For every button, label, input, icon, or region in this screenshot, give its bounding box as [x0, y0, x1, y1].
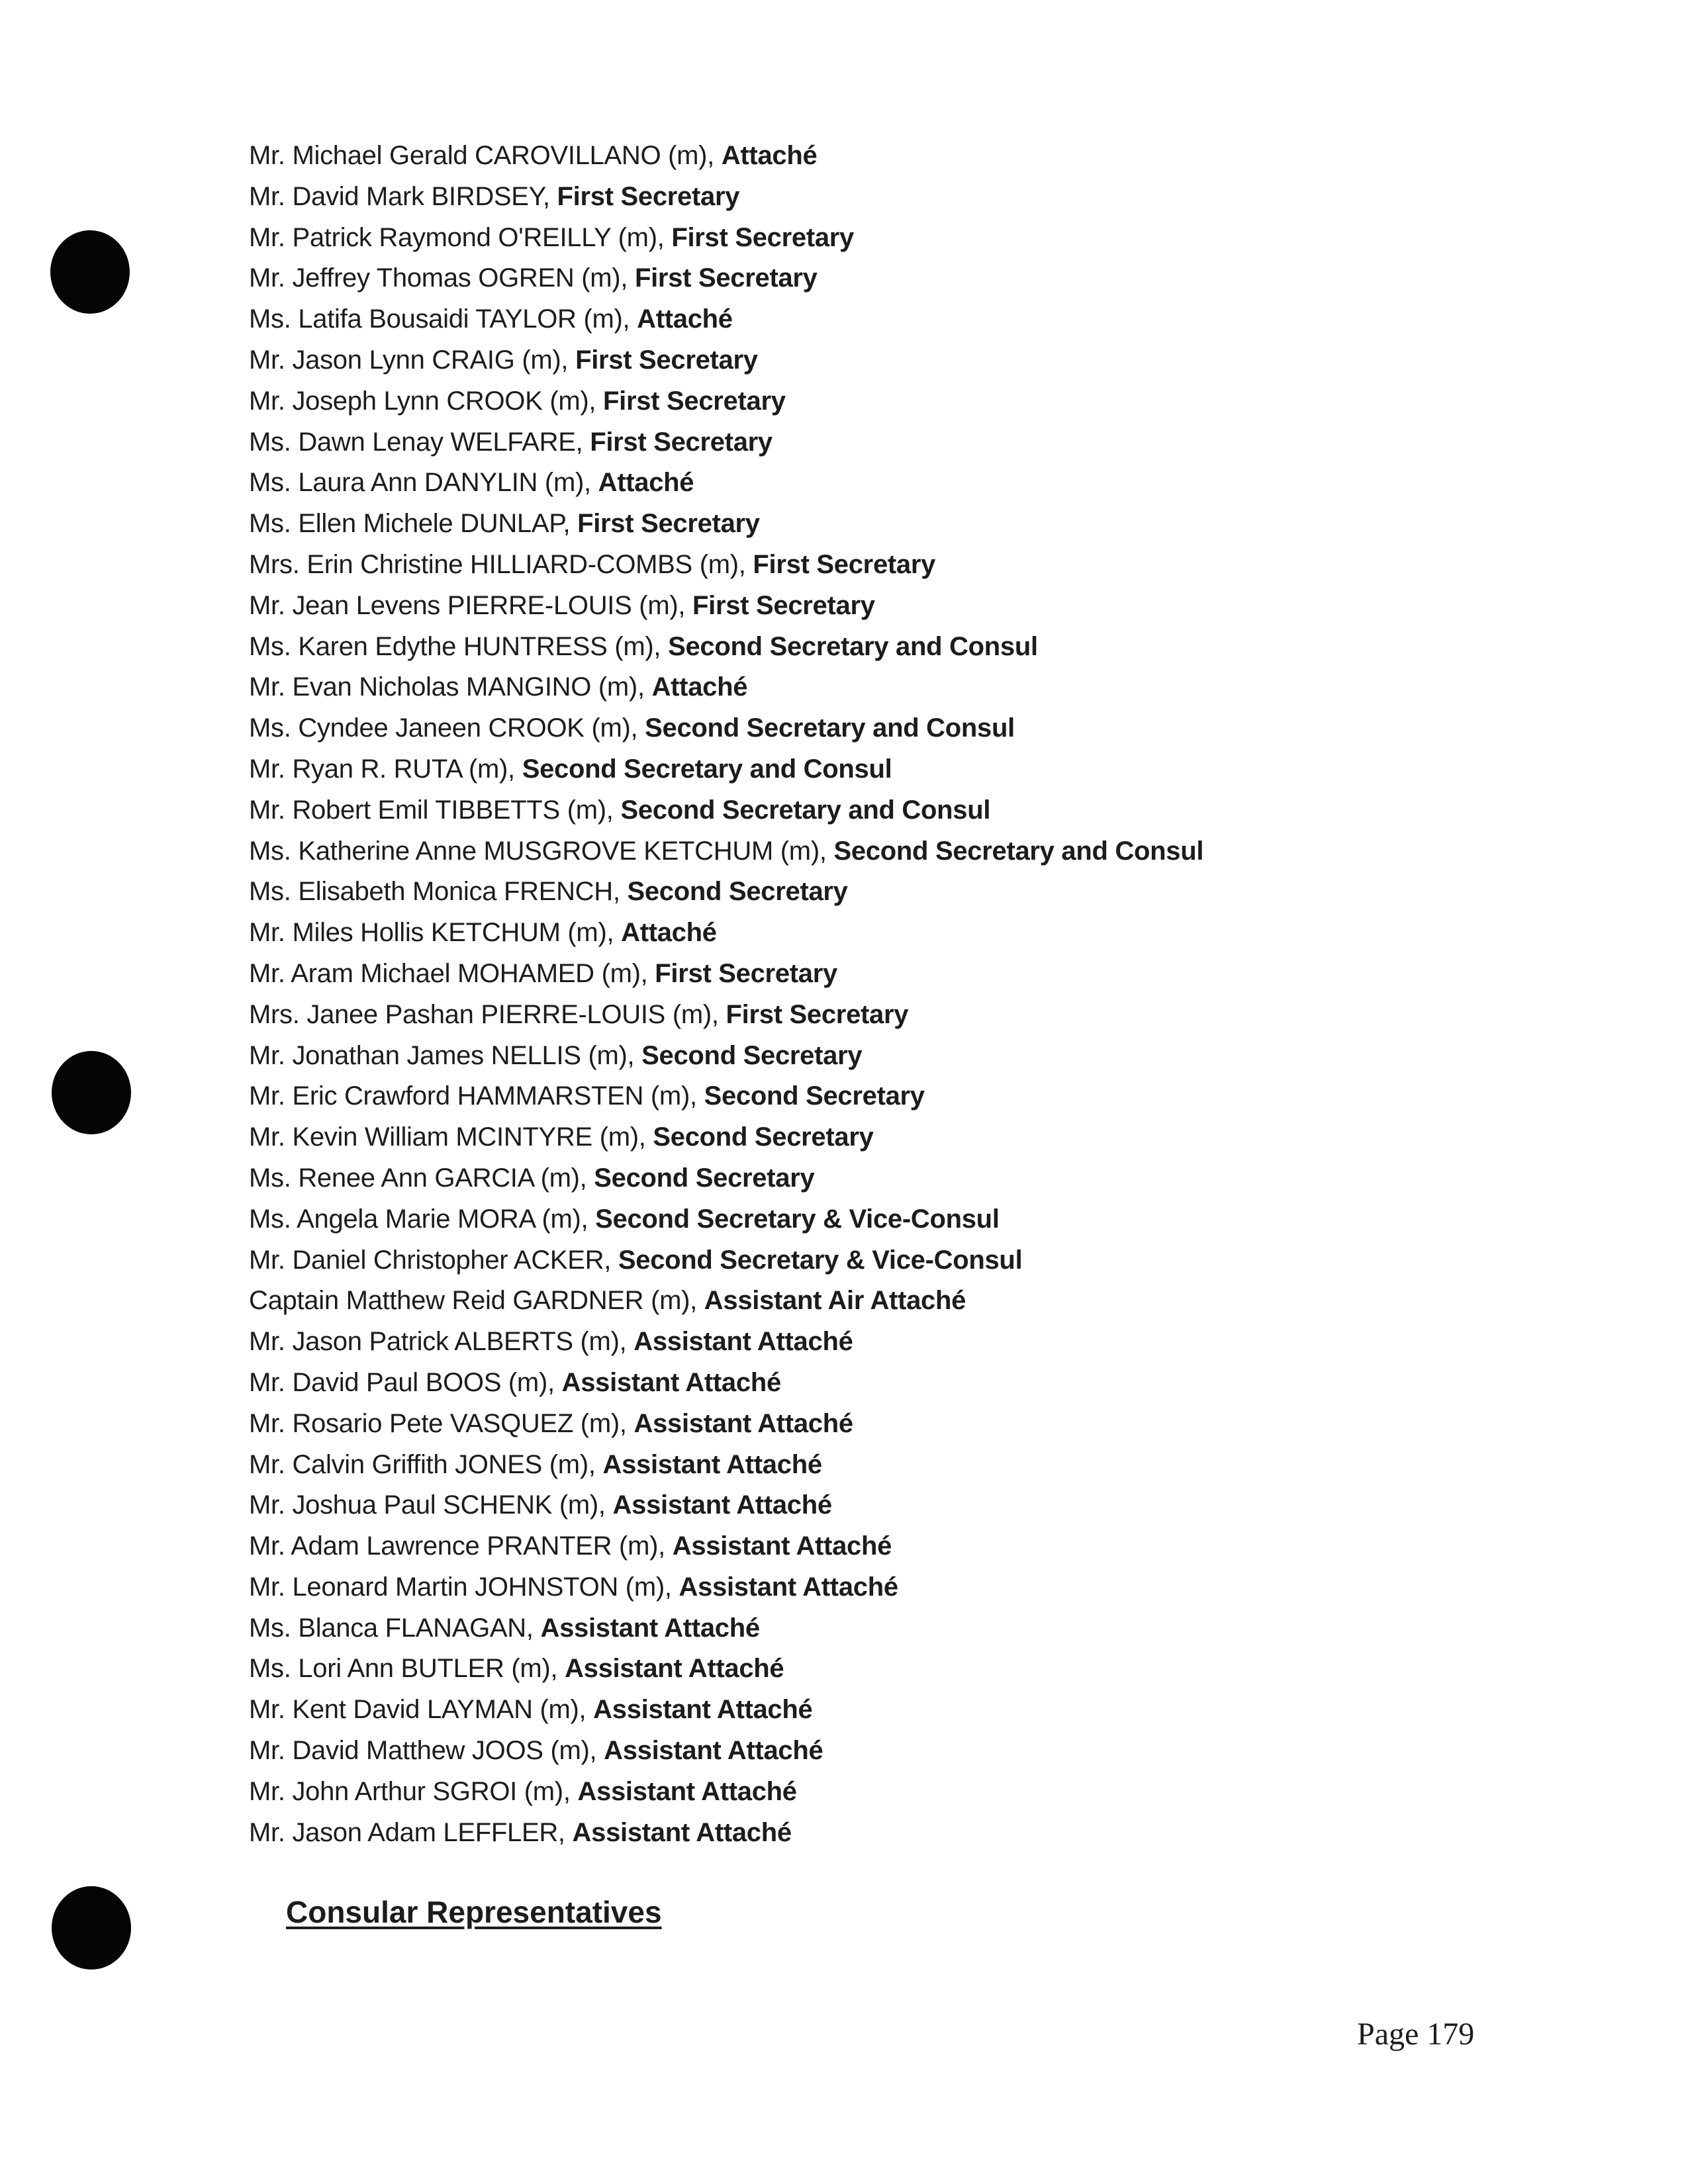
staff-title: Second Secretary	[653, 1122, 874, 1152]
staff-title: First Secretary	[634, 263, 818, 293]
staff-entry	[249, 1772, 1203, 1813]
punch-hole	[52, 1051, 131, 1134]
staff-title: First Secretary	[557, 181, 740, 211]
staff-name: Mrs. Janee Pashan PIERRE-LOUIS (m),	[249, 999, 726, 1029]
staff-entry	[249, 1813, 1203, 1854]
staff-name: Mr. Joshua Paul SCHENK (m),	[249, 1490, 613, 1520]
staff-entry	[249, 1526, 1203, 1567]
staff-title: First Secretary	[655, 958, 837, 988]
staff-entry	[249, 1322, 1203, 1363]
staff-name: Ms. Katherine Anne MUSGROVE KETCHUM (m),	[249, 836, 834, 866]
staff-entry	[249, 1158, 1203, 1199]
staff-title: Assistant Air Attaché	[704, 1286, 966, 1316]
staff-name: Mr. Patrick Raymond O'REILLY (m),	[249, 222, 672, 252]
staff-entry	[249, 831, 1203, 872]
staff-entry	[249, 913, 1203, 954]
staff-name: Mr. Kevin William MCINTYRE (m),	[249, 1122, 653, 1152]
staff-name: Ms. Cyndee Janeen CROOK (m),	[249, 713, 645, 743]
staff-name: Mr. David Mark BIRDSEY,	[249, 181, 557, 211]
staff-name: Ms. Ellen Michele DUNLAP,	[249, 509, 578, 539]
staff-name: Captain Matthew Reid GARDNER (m),	[249, 1286, 704, 1316]
staff-entry	[249, 1485, 1203, 1526]
staff-name: Mr. Jeffrey Thomas OGREN (m),	[249, 263, 635, 293]
staff-entry	[249, 1036, 1203, 1077]
staff-entry	[249, 1731, 1203, 1772]
staff-name: Ms. Elisabeth Monica FRENCH,	[249, 877, 628, 907]
staff-name: Ms. Lori Ann BUTLER (m),	[249, 1654, 565, 1684]
staff-entry	[249, 586, 1203, 627]
staff-entry	[249, 627, 1203, 668]
staff-name: Mr. Jonathan James NELLIS (m),	[249, 1040, 642, 1070]
staff-name: Mr. Kent David LAYMAN (m),	[249, 1695, 594, 1725]
staff-title: Second Secretary	[594, 1163, 815, 1193]
staff-name: Mrs. Erin Christine HILLIARD-COMBS (m),	[249, 549, 753, 579]
staff-entry	[249, 708, 1203, 749]
staff-entry	[249, 504, 1203, 545]
staff-entry	[249, 545, 1203, 586]
staff-entry	[249, 463, 1203, 504]
staff-title: Assistant Attaché	[672, 1531, 892, 1561]
staff-title: Assistant Attaché	[540, 1613, 760, 1643]
staff-title: Assistant Attaché	[612, 1490, 832, 1520]
staff-title: First Secretary	[577, 509, 760, 539]
staff-entry	[249, 1608, 1203, 1649]
staff-title: First Secretary	[603, 386, 786, 416]
staff-title: Second Secretary & Vice-Consul	[618, 1245, 1023, 1275]
staff-title: Assistant Attaché	[602, 1449, 822, 1479]
staff-entry	[249, 1690, 1203, 1731]
staff-entry	[249, 177, 1203, 218]
staff-entry	[249, 1117, 1203, 1158]
staff-title: Attaché	[598, 468, 694, 498]
staff-entry	[249, 258, 1203, 299]
section-heading: Consular Representatives	[286, 1895, 662, 1929]
staff-title: Second Secretary and Consul	[620, 795, 991, 825]
staff-entry	[249, 1363, 1203, 1404]
staff-name: Ms. Blanca FLANAGAN,	[249, 1613, 541, 1643]
staff-title: Attaché	[721, 141, 818, 170]
staff-entry	[249, 667, 1203, 708]
punch-hole	[50, 230, 130, 314]
staff-title: Assistant Attaché	[633, 1327, 853, 1357]
staff-title: First Secretary	[575, 345, 758, 375]
staff-name: Mr. Joseph Lynn CROOK (m),	[249, 386, 604, 416]
staff-name: Mr. Jason Adam LEFFLER,	[249, 1817, 573, 1847]
staff-title: Attaché	[637, 304, 733, 334]
staff-name: Mr. Robert Emil TIBBETTS (m),	[249, 795, 621, 825]
staff-title: Assistant Attaché	[572, 1817, 792, 1847]
staff-entry	[249, 1199, 1203, 1240]
staff-title: Assistant Attaché	[561, 1367, 781, 1397]
staff-name: Mr. Michael Gerald CAROVILLANO (m),	[249, 141, 722, 170]
staff-name: Mr. Jason Patrick ALBERTS (m),	[249, 1327, 634, 1357]
staff-title: First Secretary	[753, 549, 936, 579]
staff-entry	[249, 1404, 1203, 1445]
staff-list	[249, 136, 1203, 1853]
staff-title: First Secretary	[590, 427, 773, 457]
staff-entry	[249, 136, 1203, 177]
staff-name: Mr. David Matthew JOOS (m),	[249, 1736, 604, 1766]
staff-title: Assistant Attaché	[565, 1654, 784, 1684]
staff-title: Second Secretary	[704, 1081, 925, 1111]
staff-name: Ms. Renee Ann GARCIA (m),	[249, 1163, 594, 1193]
staff-name: Ms. Dawn Lenay WELFARE,	[249, 427, 590, 457]
staff-title: Assistant Attaché	[633, 1408, 853, 1438]
staff-entry	[249, 340, 1203, 381]
page-number: Page 179	[1357, 2017, 1475, 2052]
staff-entry	[249, 954, 1203, 995]
staff-name: Mr. John Arthur SGROI (m),	[249, 1776, 578, 1806]
staff-title: Attaché	[621, 918, 717, 948]
staff-name: Ms. Latifa Bousaidi TAYLOR (m),	[249, 304, 637, 334]
staff-entry	[249, 1445, 1203, 1486]
staff-title: Second Secretary	[641, 1040, 863, 1070]
staff-entry	[249, 995, 1203, 1036]
staff-name: Mr. Calvin Griffith JONES (m),	[249, 1449, 603, 1479]
staff-title: Second Secretary and Consul	[522, 754, 892, 784]
staff-title: First Secretary	[726, 999, 909, 1029]
staff-entry	[249, 749, 1203, 790]
staff-name: Mr. Ryan R. RUTA (m),	[249, 754, 522, 784]
staff-title: Second Secretary	[627, 877, 848, 907]
staff-name: Mr. Rosario Pete VASQUEZ (m),	[249, 1408, 634, 1438]
staff-title: Attaché	[651, 672, 748, 702]
staff-entry	[249, 218, 1203, 259]
staff-name: Mr. Miles Hollis KETCHUM (m),	[249, 918, 622, 948]
staff-name: Ms. Laura Ann DANYLIN (m),	[249, 468, 598, 498]
staff-title: First Secretary	[692, 590, 875, 620]
staff-title: Second Secretary and Consul	[645, 713, 1015, 743]
staff-name: Mr. Leonard Martin JOHNSTON (m),	[249, 1572, 679, 1602]
staff-entry	[249, 422, 1203, 463]
staff-title: Assistant Attaché	[679, 1572, 898, 1602]
staff-name: Mr. Aram Michael MOHAMED (m),	[249, 958, 655, 988]
staff-entry	[249, 299, 1203, 340]
staff-entry	[249, 381, 1203, 422]
staff-title: First Secretary	[671, 222, 855, 252]
staff-name: Mr. Eric Crawford HAMMARSTEN (m),	[249, 1081, 704, 1111]
staff-title: Second Secretary and Consul	[668, 631, 1038, 661]
staff-name: Mr. Daniel Christopher ACKER,	[249, 1245, 618, 1275]
staff-name: Mr. Jean Levens PIERRE-LOUIS (m),	[249, 590, 692, 620]
staff-name: Mr. Adam Lawrence PRANTER (m),	[249, 1531, 673, 1561]
staff-title: Second Secretary & Vice-Consul	[595, 1204, 1000, 1234]
staff-title: Assistant Attaché	[577, 1776, 797, 1806]
staff-name: Ms. Angela Marie MORA (m),	[249, 1204, 596, 1234]
staff-name: Mr. Jason Lynn CRAIG (m),	[249, 345, 576, 375]
staff-entry	[249, 790, 1203, 831]
staff-name: Mr. Evan Nicholas MANGINO (m),	[249, 672, 652, 702]
staff-entry	[249, 1567, 1203, 1608]
staff-name: Ms. Karen Edythe HUNTRESS (m),	[249, 631, 669, 661]
punch-hole	[52, 1886, 131, 1970]
staff-name: Mr. David Paul BOOS (m),	[249, 1367, 562, 1397]
staff-title: Assistant Attaché	[604, 1736, 823, 1766]
staff-entry	[249, 1281, 1203, 1322]
staff-title: Assistant Attaché	[593, 1695, 813, 1725]
staff-title: Second Secretary and Consul	[833, 836, 1204, 866]
staff-entry	[249, 1649, 1203, 1690]
staff-entry	[249, 1076, 1203, 1117]
staff-entry	[249, 872, 1203, 913]
staff-entry	[249, 1240, 1203, 1281]
